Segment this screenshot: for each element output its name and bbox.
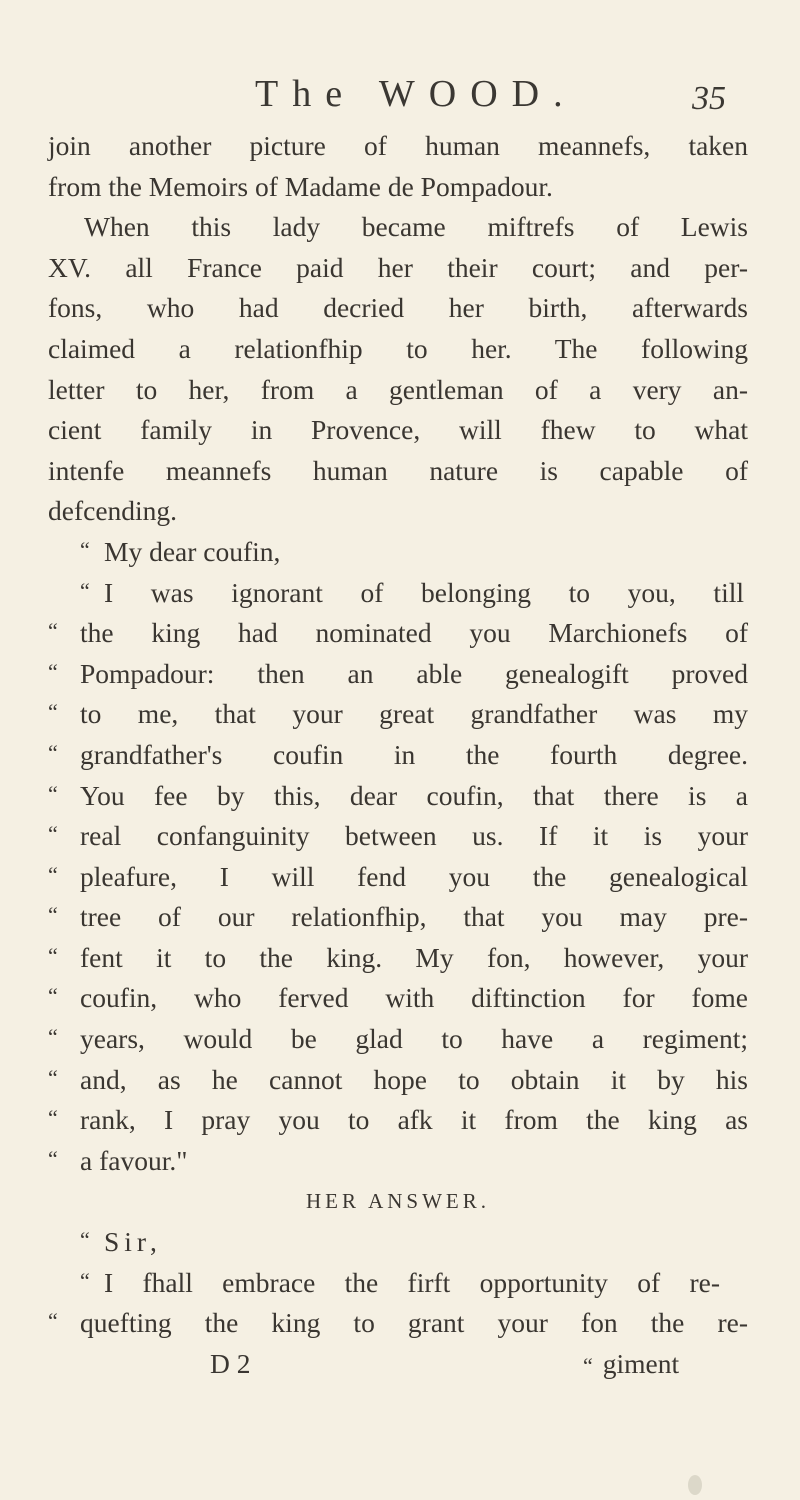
letter-line: [48, 978, 748, 1019]
catchword-text: giment: [602, 1347, 680, 1379]
letter-line: [48, 1100, 748, 1141]
letter-line-text: Pompadour: then an able genealogift proved: [80, 657, 748, 689]
quote-mark: “: [48, 1064, 58, 1090]
letter-line-text: real confanguinity between us. If it is your: [80, 820, 748, 852]
page-number: 35: [692, 80, 726, 117]
catchword: [583, 1344, 679, 1387]
letter-line: [48, 776, 748, 817]
letter-line: [48, 1141, 748, 1182]
letter-line: [48, 735, 748, 776]
letter-line-text: and, as he cannot hope to obtain it by his: [80, 1063, 748, 1095]
letter-line-text: years, would be glad to have a regiment;: [80, 1023, 748, 1055]
letter-line: [48, 613, 748, 654]
quote-mark: “: [48, 861, 58, 887]
letter-line: [48, 938, 748, 979]
quote-mark: “: [48, 821, 58, 847]
quote-mark: “: [80, 1227, 90, 1253]
letter-line-text: tree of our relationfhip, that you may pre-: [80, 901, 748, 933]
quote-mark: “: [48, 1105, 58, 1131]
salutation-text: My dear coufin,: [104, 535, 281, 567]
letter-line-text: fent it to the king. My fon, however, your: [80, 941, 748, 973]
quote-mark: “: [80, 536, 90, 562]
quote-mark: “: [48, 618, 58, 644]
answer: [48, 1181, 748, 1343]
letter-line-text: grandfather's coufin in the fourth degree.: [80, 738, 748, 770]
letter-salutation: [48, 532, 748, 573]
quote-mark: “: [80, 1267, 90, 1293]
letter-line: [48, 1019, 748, 1060]
quote-mark: “: [48, 1308, 58, 1334]
letter-line-text: rank, I pray you to afk it from the king as: [80, 1104, 748, 1136]
quote-mark: “: [48, 1024, 58, 1050]
letter-line-text: pleafure, I will fend you the genealogical: [80, 860, 748, 892]
answer-line: [48, 1303, 748, 1344]
answer-salutation: [48, 1222, 748, 1263]
letter-line-text: to me, that your great grandfather was my: [80, 698, 748, 730]
letter-line-text: coufin, who ferved with diftinction for fome: [80, 982, 748, 1014]
letter: [48, 532, 748, 1182]
quote-mark: “: [48, 983, 58, 1009]
text-line: When this lady became miftrefs of Lewis: [84, 211, 748, 243]
page-header: [0, 70, 800, 120]
text-line: join another picture of human meannefs, taken: [48, 130, 748, 161]
letter-line-text: the king had nominated you Marchionefs of: [80, 617, 748, 649]
answer-line-text: quefting the king to grant your fon the re-: [80, 1307, 748, 1339]
letter-line-text: a favour.": [80, 1144, 188, 1176]
quote-mark: “: [80, 577, 90, 603]
letter-line: [48, 573, 748, 614]
text-line: [48, 167, 748, 208]
page-body: [48, 126, 748, 1384]
quote-mark: “: [48, 780, 58, 806]
letter-line: [48, 897, 748, 938]
answer-line-text: I fhall embrace the firft opportunity of re-: [104, 1266, 720, 1298]
letter-line: [48, 816, 748, 857]
ink-smudge: [688, 1475, 702, 1495]
page-footer: [48, 1344, 748, 1385]
letter-line-text: I was ignorant of belonging to you, till: [104, 576, 744, 608]
quote-mark: “: [48, 658, 58, 684]
answer-heading: HER ANSWER.: [305, 1189, 490, 1214]
quote-mark: “: [48, 1145, 58, 1171]
text-line-content: from the Memoirs of Madame de Pompadour.: [48, 170, 553, 202]
letter-line: [48, 694, 748, 735]
text-line: cient family in Provence, will fhew to what: [48, 414, 748, 446]
letter-line-text: You fee by this, dear coufin, that there is a: [80, 779, 748, 811]
paragraph-pompadour: [48, 207, 748, 532]
text-line: fons, who had decried her birth, afterwards: [48, 292, 748, 324]
running-title: The WOOD.: [255, 73, 577, 115]
text-line: XV. all France paid her their court; and per-: [48, 251, 748, 283]
signature-mark: D 2: [210, 1347, 251, 1379]
salutation-text: Sir,: [104, 1226, 162, 1258]
paragraph-intro: [48, 126, 748, 207]
letter-line: [48, 857, 748, 898]
quote-mark: “: [48, 902, 58, 928]
answer-line: [48, 1263, 748, 1304]
text-line: defcending.: [48, 495, 178, 527]
text-line: letter to her, from a gentleman of a very an-: [48, 373, 748, 405]
quote-mark: “: [48, 942, 58, 968]
text-line: intenfe meannefs human nature is capable of: [48, 454, 748, 486]
quote-mark: “: [583, 1352, 593, 1378]
letter-line: [48, 654, 748, 695]
text-line: claimed a relationfhip to her. The following: [48, 332, 748, 364]
letter-line: [48, 1060, 748, 1101]
quote-mark: “: [48, 699, 58, 725]
quote-mark: “: [48, 739, 58, 765]
